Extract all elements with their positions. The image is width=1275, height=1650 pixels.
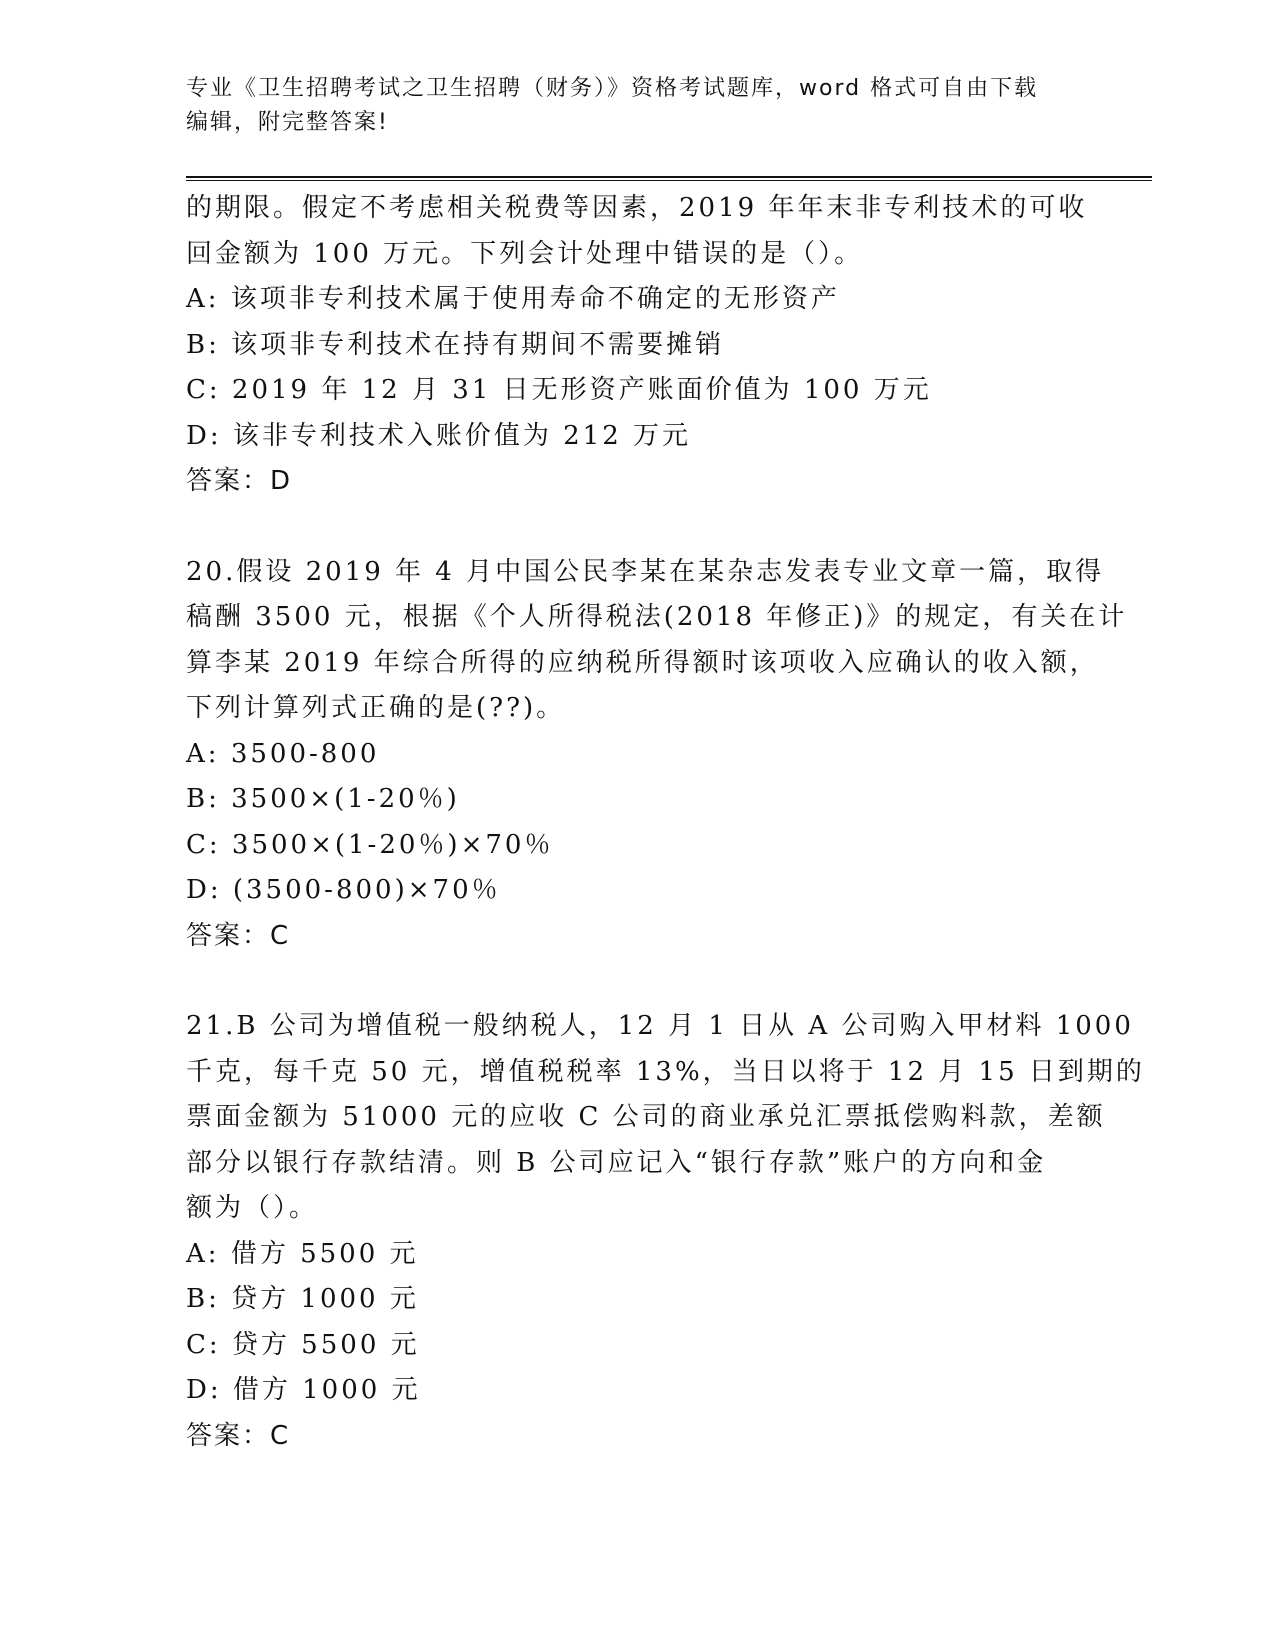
answer-label: 答案： [186, 920, 271, 951]
option-text: 该项非专利技术在持有期间不需要摊销 [231, 329, 725, 360]
option-d [186, 414, 1086, 460]
option-key: B: [186, 1284, 220, 1314]
option-a [186, 732, 1086, 778]
question-text-line: 票面金额为 51000 元的应收 C 公司的商业承兑汇票抵偿购料款，差额 [186, 1102, 1106, 1132]
question-text-line: 算李某 2019 年综合所得的应纳税所得额时该项收入应确认的收入额， [186, 647, 1099, 678]
option-key: B: [186, 784, 220, 814]
option-key: B: [186, 329, 220, 360]
option-text: 2019 年 12 月 31 日无形资产账面价值为 100 万元 [231, 375, 932, 405]
question-text-line: 稿酬 3500 元，根据《个人所得税法(2018 年修正)》的规定，有关在计 [186, 602, 1128, 632]
question-19 [186, 186, 1086, 505]
option-key: C: [186, 375, 221, 405]
option-text: 贷方 5500 元 [231, 1329, 420, 1360]
header-divider [186, 176, 1152, 181]
option-b [186, 777, 1086, 823]
spacer [186, 505, 1086, 550]
option-text: 贷方 1000 元 [231, 1284, 419, 1314]
option-c [186, 1323, 1086, 1369]
question-text-line: 下列计算列式正确的是(??)。 [186, 693, 566, 723]
option-key: A: [186, 284, 220, 314]
question-text-line: 20.假设 2019 年 4 月中国公民李某在某杂志发表专业文章一篇，取得 [186, 556, 1105, 587]
question-text-line: 回金额为 100 万元。下列会计处理中错误的是（）。 [186, 238, 864, 269]
option-d [186, 1368, 1086, 1414]
answer-label: 答案： [186, 1420, 271, 1451]
question-text-line: 的期限。假定不考虑相关税费等因素，2019 年年末非专利技术的可收 [186, 193, 1088, 223]
spacer [186, 959, 1086, 1004]
option-text: 借方 1000 元 [232, 1375, 421, 1405]
option-text: (3500-800)×70％ [232, 875, 501, 905]
answer-label: 答案： [186, 466, 271, 496]
question-text-line: 21.B 公司为增值税一般纳税人，12 月 1 日从 A 公司购入甲材料 1000 [186, 1011, 1134, 1041]
option-text: 借方 5500 元 [230, 1238, 419, 1269]
answer [186, 914, 1086, 960]
option-d [186, 868, 1086, 914]
question-text-line: 部分以银行存款结清。则 B 公司应记入“银行存款”账户的方向和金 [186, 1147, 1047, 1178]
option-b [186, 1277, 1086, 1323]
question-21 [186, 1004, 1145, 1459]
answer [186, 1414, 1086, 1460]
header-line-1: 专业《卫生招聘考试之卫生招聘（财务）》资格考试题库，word 格式可自由下载 [186, 76, 1039, 101]
option-key: D: [186, 420, 222, 451]
option-c [186, 368, 1086, 414]
answer-value: C [270, 1420, 291, 1451]
option-text: 该项非专利技术属于使用寿命不确定的无形资产 [230, 284, 840, 314]
option-key: D: [186, 1375, 222, 1405]
option-b [186, 323, 1086, 369]
answer [186, 459, 1086, 505]
option-text: 3500×(1-20％) [231, 784, 460, 814]
document-header [186, 72, 1066, 140]
option-c [186, 823, 1086, 869]
option-key: C: [186, 829, 221, 860]
question-text-line: 千克，每千克 50 元，增值税税率 13%，当日以将于 12 月 15 日到期的 [186, 1056, 1145, 1087]
header-line-2: 编辑，附完整答案! [186, 110, 389, 135]
option-a [186, 1232, 1086, 1278]
option-key: D: [186, 875, 222, 905]
question-text-line: 额为（）。 [186, 1193, 319, 1223]
option-a [186, 277, 1086, 323]
question-20 [186, 550, 1128, 960]
option-key: A: [186, 1238, 220, 1269]
option-key: A: [186, 738, 220, 769]
option-text: 3500×(1-20％)×70％ [231, 829, 554, 860]
answer-value: C [270, 920, 291, 951]
option-text: 该非专利技术入账价值为 212 万元 [232, 420, 692, 451]
answer-value: D [270, 466, 293, 496]
option-key: C: [186, 1329, 221, 1360]
question-content [186, 186, 1145, 1459]
option-text: 3500-800 [230, 738, 380, 769]
